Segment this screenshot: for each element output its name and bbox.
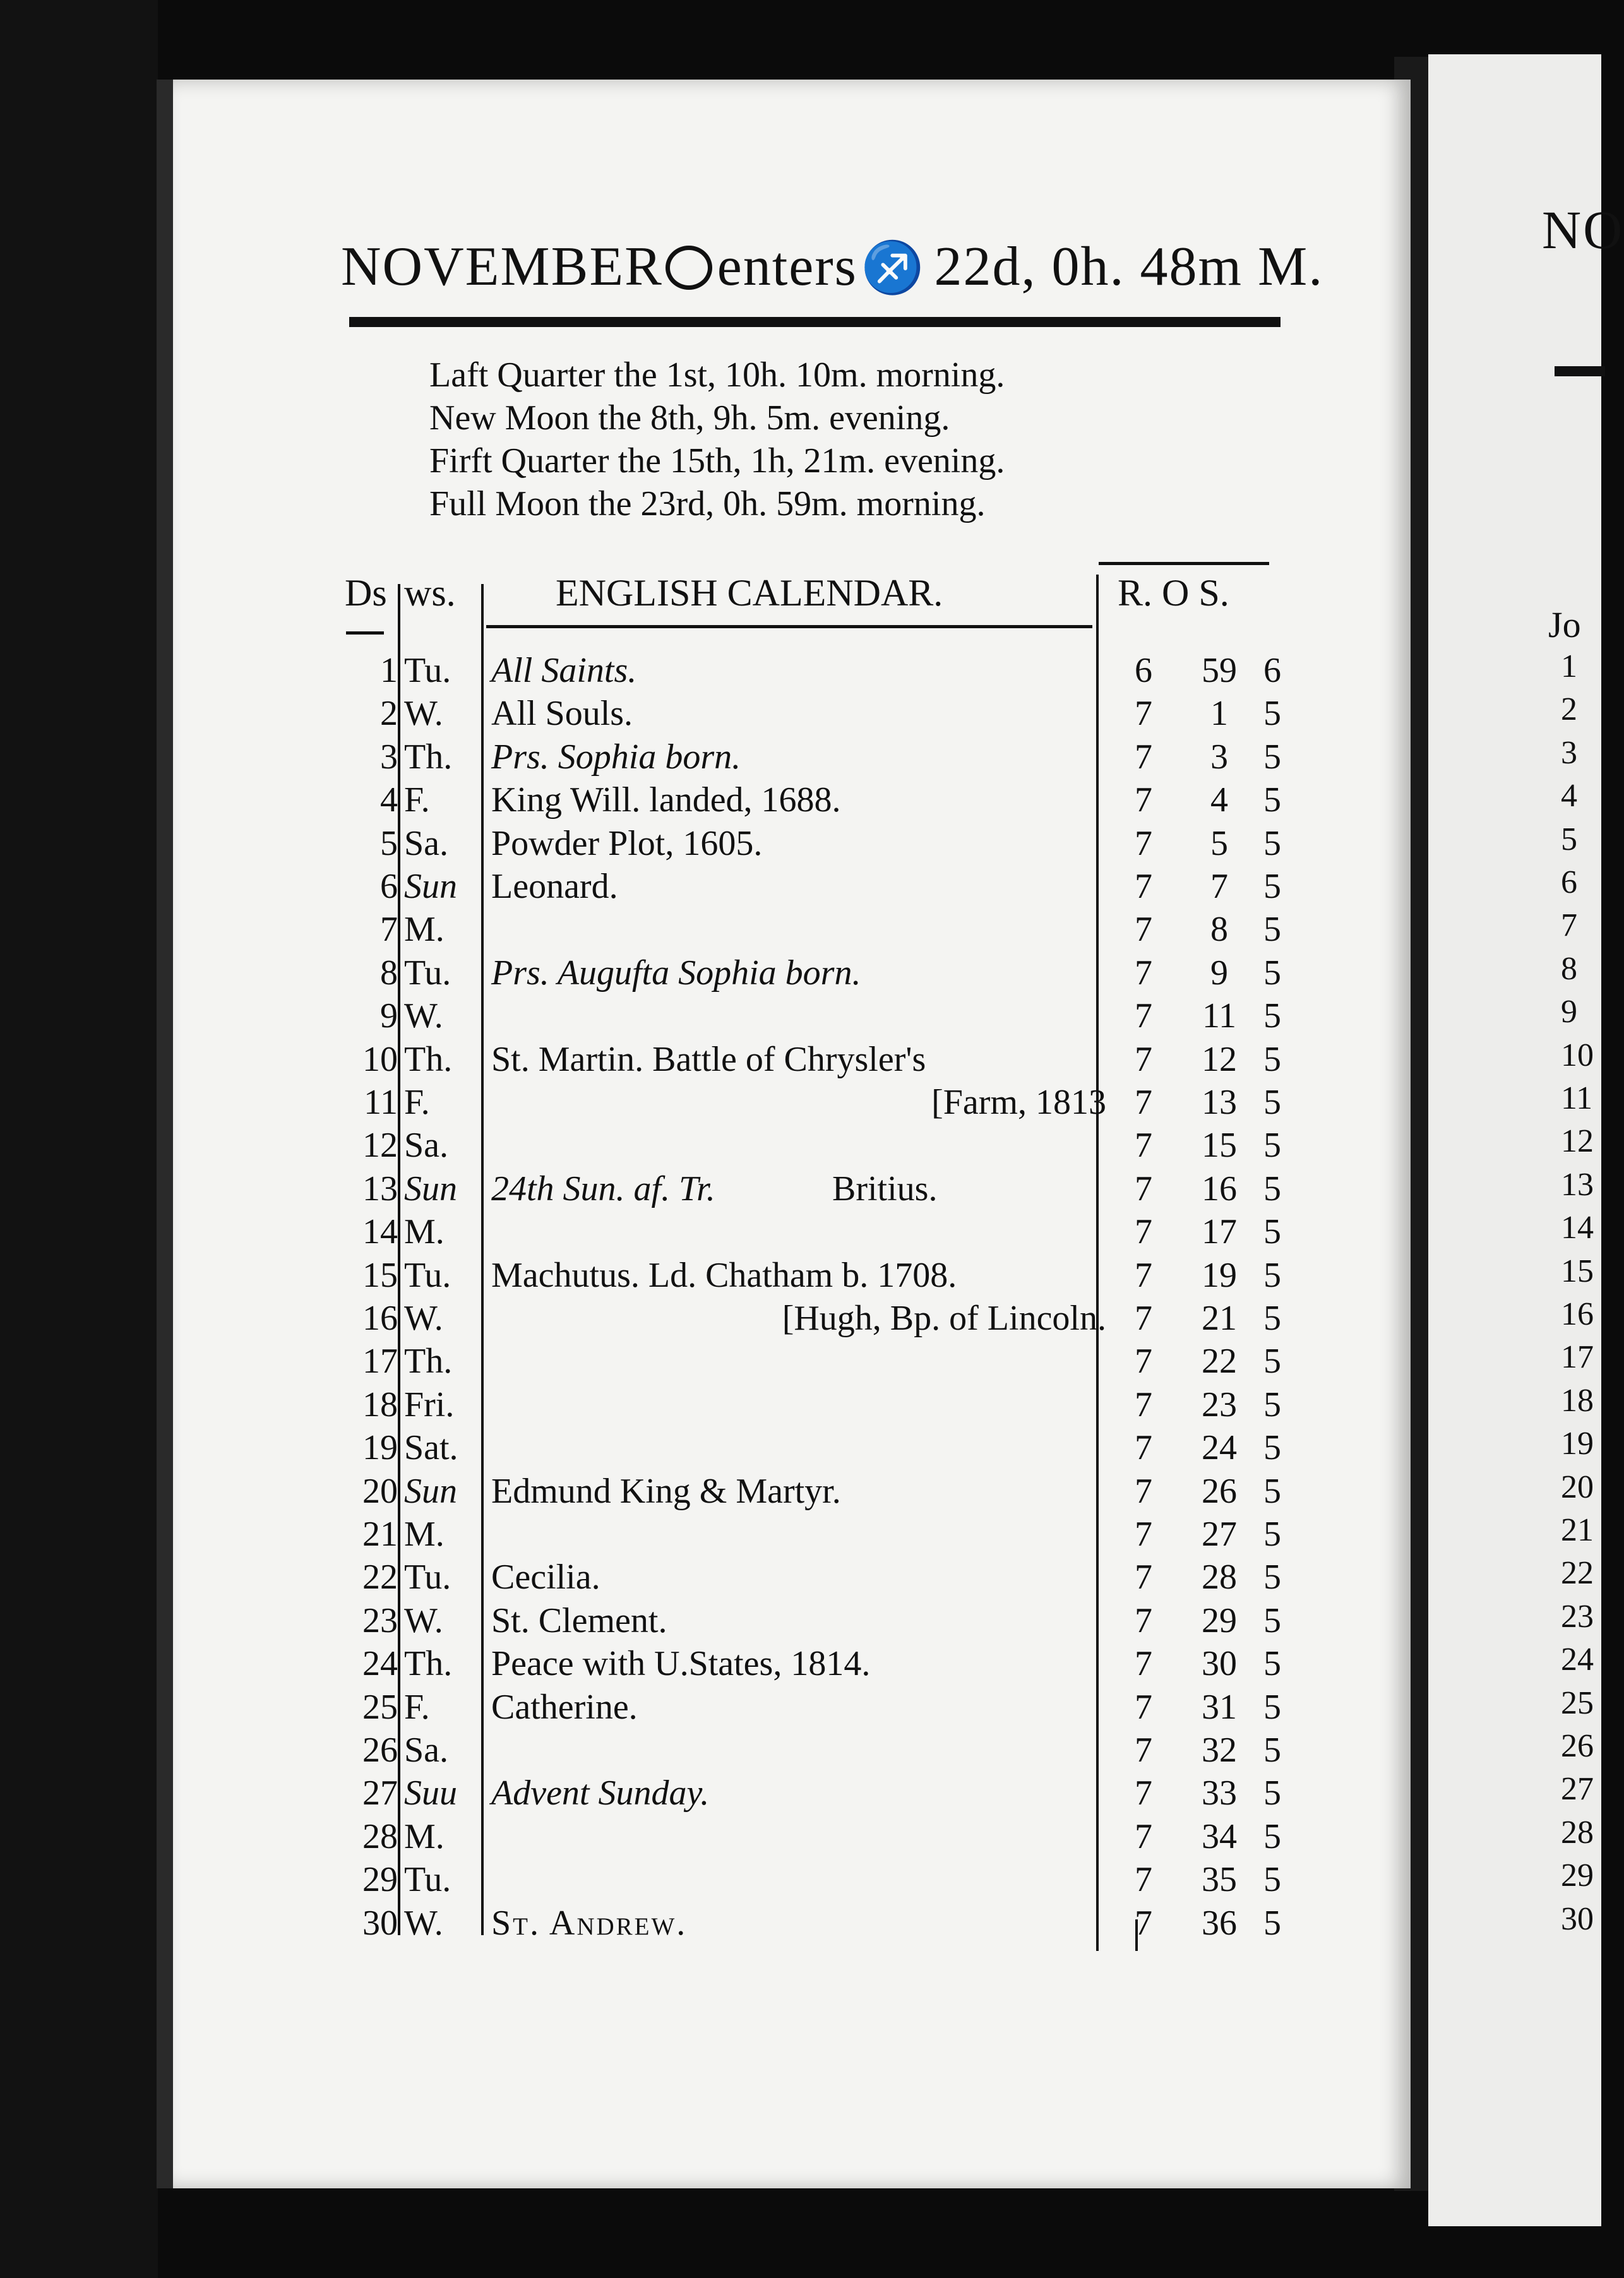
weekday: Sa. [404, 1731, 448, 1770]
calendar-event: All Saints. [491, 651, 637, 690]
calendar-event: St. Clement. [491, 1601, 667, 1640]
sunrise-hour: 7 [1135, 737, 1152, 777]
facing-page-day-number: 18 [1561, 1382, 1594, 1419]
sunset-hour: 5 [1263, 1385, 1281, 1424]
sunrise-hour: 7 [1135, 1774, 1152, 1813]
facing-page-day-number: 20 [1561, 1469, 1594, 1505]
day-number: 22 [362, 1558, 398, 1597]
day-number: 7 [380, 910, 398, 950]
day-number: 1 [380, 651, 398, 690]
facing-page-day-number: 1 [1561, 648, 1577, 684]
sunset-hour: 5 [1263, 1558, 1281, 1597]
sunrise-minute: 8 [1210, 910, 1228, 950]
sunrise-minute: 9 [1210, 953, 1228, 993]
calendar-event: 24th Sun. af. Tr. [491, 1169, 715, 1208]
sunrise-minute: 16 [1202, 1169, 1237, 1208]
sunrise-minute: 1 [1210, 694, 1228, 734]
sunrise-hour: 7 [1135, 953, 1152, 993]
sunset-hour: 5 [1263, 1774, 1281, 1813]
sunset-hour: 5 [1263, 1860, 1281, 1900]
sunrise-minute: 29 [1202, 1601, 1237, 1640]
sunrise-minute: 33 [1202, 1774, 1237, 1813]
sunrise-hour: 7 [1135, 694, 1152, 734]
sunrise-hour: 7 [1135, 1515, 1152, 1554]
weekday: Tu. [404, 651, 451, 690]
day-number: 30 [362, 1903, 398, 1943]
title-rule [349, 317, 1281, 327]
sunrise-hour: 7 [1135, 1471, 1152, 1511]
calendar-event: St. Andrew. [491, 1903, 688, 1943]
facing-page-day-number: 17 [1561, 1339, 1594, 1376]
day-number: 18 [362, 1385, 398, 1424]
sunrise-hour: 7 [1135, 1816, 1152, 1856]
day-number: 25 [362, 1687, 398, 1727]
facing-page-rule [1555, 366, 1605, 376]
facing-page-day-number: 16 [1561, 1296, 1594, 1332]
day-number: 28 [362, 1816, 398, 1856]
sunrise-minute: 15 [1202, 1126, 1237, 1166]
weekday: Fri. [404, 1385, 455, 1424]
calendar-event: All Souls. [491, 694, 633, 734]
sunset-hour: 5 [1263, 1169, 1281, 1208]
weekday: Th. [404, 1342, 453, 1381]
sunrise-minute: 4 [1210, 780, 1228, 820]
facing-page-day-number: 24 [1561, 1642, 1594, 1678]
facing-page-day-number: 6 [1561, 864, 1577, 900]
moon-phase-full-moon: Full Moon the 23rd, 0h. 59m. morning. [429, 484, 986, 523]
sunrise-hour: 7 [1135, 1428, 1152, 1468]
sunrise-minute: 11 [1202, 996, 1236, 1036]
sunset-hour: 5 [1263, 1601, 1281, 1640]
weekday: W. [404, 1601, 443, 1640]
sunrise-minute: 24 [1202, 1428, 1237, 1468]
day-number: 5 [380, 823, 398, 863]
sunrise-minute: 23 [1202, 1385, 1237, 1424]
days-column-divider [398, 584, 400, 1935]
facing-page-day-number: 7 [1561, 907, 1577, 944]
sunset-hour: 5 [1263, 1255, 1281, 1295]
sunset-hour: 5 [1263, 1299, 1281, 1338]
days-header-rule [346, 631, 384, 635]
sunset-hour: 5 [1263, 1731, 1281, 1770]
day-number: 11 [364, 1083, 398, 1122]
sunrise-minute: 12 [1202, 1039, 1237, 1079]
weekday: F. [404, 780, 430, 820]
sunrise-hour: 7 [1135, 1601, 1152, 1640]
calendar-event: Powder Plot, 1605. [491, 823, 763, 863]
day-number: 14 [362, 1212, 398, 1252]
day-number: 29 [362, 1860, 398, 1900]
sign-entry-time: 22d, 0h. 48m M. [934, 236, 1324, 297]
sunrise-hour: 7 [1135, 1169, 1152, 1208]
sunset-hour: 5 [1263, 1515, 1281, 1554]
weekday: Sa. [404, 823, 448, 863]
calendar-event: Edmund King & Martyr. [491, 1471, 841, 1511]
sunrise-minute: 26 [1202, 1471, 1237, 1511]
sunset-hour: 5 [1263, 1039, 1281, 1079]
month-name: NOVEMBER [341, 236, 663, 297]
day-number: 15 [362, 1255, 398, 1295]
sunset-hour: 5 [1263, 867, 1281, 906]
day-number: 10 [362, 1039, 398, 1079]
weekday: M. [404, 1515, 445, 1554]
sunset-hour: 5 [1263, 823, 1281, 863]
weekday: M. [404, 1212, 445, 1252]
facing-page-header: NO [1542, 200, 1624, 260]
weekday: M. [404, 910, 445, 950]
facing-page-day-number: 29 [1561, 1858, 1594, 1894]
column-header-sun-rises: R. O S. [1118, 572, 1229, 614]
facing-page-day-number: 12 [1561, 1123, 1594, 1160]
calendar-event: [Hugh, Bp. of Lincoln. [782, 1299, 1106, 1338]
calendar-event: Prs. Augufta Sophia born. [491, 953, 861, 993]
sunrise-hour: 7 [1135, 996, 1152, 1036]
enters-label: enters [717, 236, 857, 297]
sunrise-hour: 7 [1135, 1126, 1152, 1166]
sunrise-minute: 27 [1202, 1515, 1237, 1554]
sunset-hour: 5 [1263, 1471, 1281, 1511]
weekday: M. [404, 1816, 445, 1856]
calendar-event: Machutus. Ld. Chatham b. 1708. [491, 1255, 957, 1295]
weekday: Sun [404, 1169, 457, 1208]
sunrise-hour: 7 [1135, 1903, 1152, 1943]
scan-border-left [0, 0, 158, 2278]
calendar-event: Catherine. [491, 1687, 638, 1727]
sunset-hour: 5 [1263, 1687, 1281, 1727]
sunrise-hour: 7 [1135, 1860, 1152, 1900]
weekday: Th. [404, 1039, 453, 1079]
sunset-hour: 5 [1263, 1083, 1281, 1122]
calendar-event: Cecilia. [491, 1558, 600, 1597]
moon-phase-new-moon: New Moon the 8th, 9h. 5m. evening. [429, 398, 950, 438]
facing-page-column-header: Jo [1548, 604, 1581, 645]
sunset-hour: 5 [1263, 1644, 1281, 1684]
sunrise-hour: 7 [1135, 1558, 1152, 1597]
sunrise-hour: 7 [1135, 1644, 1152, 1684]
weekday: Sun [404, 1471, 457, 1511]
sunrise-hour: 7 [1135, 1083, 1152, 1122]
sunset-hour: 5 [1263, 1212, 1281, 1252]
sunrise-minute: 3 [1210, 737, 1228, 777]
day-number: 24 [362, 1644, 398, 1684]
moon-phase-last-quarter: Laft Quarter the 1st, 10h. 10m. morning. [429, 355, 1005, 395]
sunrise-minute: 35 [1202, 1860, 1237, 1900]
facing-page-day-number: 9 [1561, 994, 1577, 1030]
column-header-weekdays: ws. [404, 572, 456, 614]
facing-page-day-number: 28 [1561, 1814, 1594, 1851]
sunset-hour: 6 [1263, 651, 1281, 690]
facing-page-day-number: 4 [1561, 778, 1577, 814]
sunset-hour: 5 [1263, 996, 1281, 1036]
sunrise-hour: 7 [1135, 780, 1152, 820]
facing-page-day-number: 2 [1561, 691, 1577, 728]
calendar-event-secondary: Britius. [832, 1169, 938, 1208]
sunrise-minute: 30 [1202, 1644, 1237, 1684]
day-number: 9 [380, 996, 398, 1036]
sunrise-hour: 7 [1135, 867, 1152, 906]
sunrise-minute: 5 [1210, 823, 1228, 863]
sunrise-hour: 7 [1135, 1342, 1152, 1381]
sun-symbol-icon [666, 246, 712, 290]
day-number: 2 [380, 694, 398, 734]
weekday: Tu. [404, 1558, 451, 1597]
sunrise-minute: 22 [1202, 1342, 1237, 1381]
calendar-event: [Farm, 1813 [931, 1083, 1106, 1122]
facing-page [1428, 54, 1624, 2226]
sunset-hour: 5 [1263, 953, 1281, 993]
day-number: 21 [362, 1515, 398, 1554]
facing-page-day-number: 26 [1561, 1728, 1594, 1764]
weekday: Tu. [404, 1255, 451, 1295]
sunrise-minute: 21 [1202, 1299, 1237, 1338]
sagittarius-icon: ♐ [861, 241, 926, 296]
day-number: 19 [362, 1428, 398, 1468]
calendar-event: Leonard. [491, 867, 618, 906]
day-number: 27 [362, 1774, 398, 1813]
sunset-hour: 5 [1263, 1428, 1281, 1468]
calendar-event: St. Martin. Battle of Chrysler's [491, 1039, 926, 1079]
facing-page-day-number: 3 [1561, 734, 1577, 771]
facing-page-day-number: 27 [1561, 1771, 1594, 1808]
sunset-hour: 5 [1263, 780, 1281, 820]
weekday: Th. [404, 1644, 453, 1684]
sunrise-hour: 7 [1135, 823, 1152, 863]
sunrise-hour: 7 [1135, 1039, 1152, 1079]
day-number: 3 [380, 737, 398, 777]
sunrise-hour: 7 [1135, 1385, 1152, 1424]
sunrise-minute: 13 [1202, 1083, 1237, 1122]
sunset-hour: 5 [1263, 1903, 1281, 1943]
column-header-calendar: ENGLISH CALENDAR. [556, 572, 943, 614]
sunrise-hour: 6 [1135, 651, 1152, 690]
facing-page-day-number: 5 [1561, 821, 1577, 857]
sunrise-hour: 7 [1135, 1212, 1152, 1252]
facing-page-day-number: 23 [1561, 1598, 1594, 1635]
facing-page-day-number: 22 [1561, 1555, 1594, 1592]
calendar-column-divider [1096, 575, 1099, 1951]
sunrise-hour: 7 [1135, 1687, 1152, 1727]
sunrise-minute: 17 [1202, 1212, 1237, 1252]
day-number: 8 [380, 953, 398, 993]
facing-page-day-number: 8 [1561, 950, 1577, 987]
sunset-hour: 5 [1263, 1126, 1281, 1166]
facing-page-day-number: 25 [1561, 1685, 1594, 1721]
calendar-header-rule [486, 625, 1092, 628]
column-header-days: Ds [345, 572, 387, 614]
header-top-rule [1099, 562, 1269, 565]
sunrise-hour: 7 [1135, 1299, 1152, 1338]
sunrise-minute: 32 [1202, 1731, 1237, 1770]
weekday: Sun [404, 867, 457, 906]
sunrise-minute: 28 [1202, 1558, 1237, 1597]
facing-page-day-number: 21 [1561, 1512, 1594, 1548]
weekday: W. [404, 996, 443, 1036]
calendar-event: King Will. landed, 1688. [491, 780, 841, 820]
weekday: F. [404, 1083, 430, 1122]
sunrise-hour: 7 [1135, 1731, 1152, 1770]
sunset-hour: 5 [1263, 737, 1281, 777]
sunset-hour: 5 [1263, 1816, 1281, 1856]
weekday: Tu. [404, 1860, 451, 1900]
sunrise-minute: 36 [1202, 1903, 1237, 1943]
sunset-hour: 5 [1263, 694, 1281, 734]
weekday: Th. [404, 737, 453, 777]
moon-phases [429, 354, 1005, 525]
facing-page-day-number: 13 [1561, 1166, 1594, 1203]
facing-page-day-number: 19 [1561, 1426, 1594, 1462]
sunrise-hour: 7 [1135, 910, 1152, 950]
sunrise-hour: 7 [1135, 1255, 1152, 1295]
calendar-event: Peace with U.States, 1814. [491, 1644, 871, 1684]
day-number: 4 [380, 780, 398, 820]
weekday: W. [404, 1299, 443, 1338]
sunrise-minute: 19 [1202, 1255, 1237, 1295]
weekday: Sat. [404, 1428, 458, 1468]
weekday: Tu. [404, 953, 451, 993]
facing-page-day-number: 14 [1561, 1210, 1594, 1246]
sunrise-minute: 59 [1202, 651, 1237, 690]
facing-page-day-number: 11 [1561, 1080, 1593, 1116]
weekday: W. [404, 1903, 443, 1943]
sunrise-minute: 34 [1202, 1816, 1237, 1856]
day-number: 12 [362, 1126, 398, 1166]
facing-page-day-number: 15 [1561, 1253, 1594, 1289]
calendar-event: Prs. Sophia born. [491, 737, 741, 777]
sunrise-minute: 7 [1210, 867, 1228, 906]
day-number: 6 [380, 867, 398, 906]
weekday: Suu [404, 1774, 457, 1813]
day-number: 20 [362, 1471, 398, 1511]
day-number: 26 [362, 1731, 398, 1770]
weekday: Sa. [404, 1126, 448, 1166]
day-number: 13 [362, 1169, 398, 1208]
moon-phase-first-quarter: Firft Quarter the 15th, 1h, 21m. evening. [429, 441, 1005, 480]
weekday-column-divider [481, 584, 484, 1935]
day-number: 23 [362, 1601, 398, 1640]
day-number: 17 [362, 1342, 398, 1381]
page-title [341, 235, 1323, 299]
day-number: 16 [362, 1299, 398, 1338]
facing-page-day-number: 30 [1561, 1900, 1594, 1937]
sunrise-minute: 31 [1202, 1687, 1237, 1727]
sunset-hour: 5 [1263, 910, 1281, 950]
weekday: W. [404, 694, 443, 734]
facing-page-day-number: 10 [1561, 1037, 1594, 1073]
weekday: F. [404, 1687, 430, 1727]
calendar-event: Advent Sunday. [491, 1774, 710, 1813]
sunset-hour: 5 [1263, 1342, 1281, 1381]
